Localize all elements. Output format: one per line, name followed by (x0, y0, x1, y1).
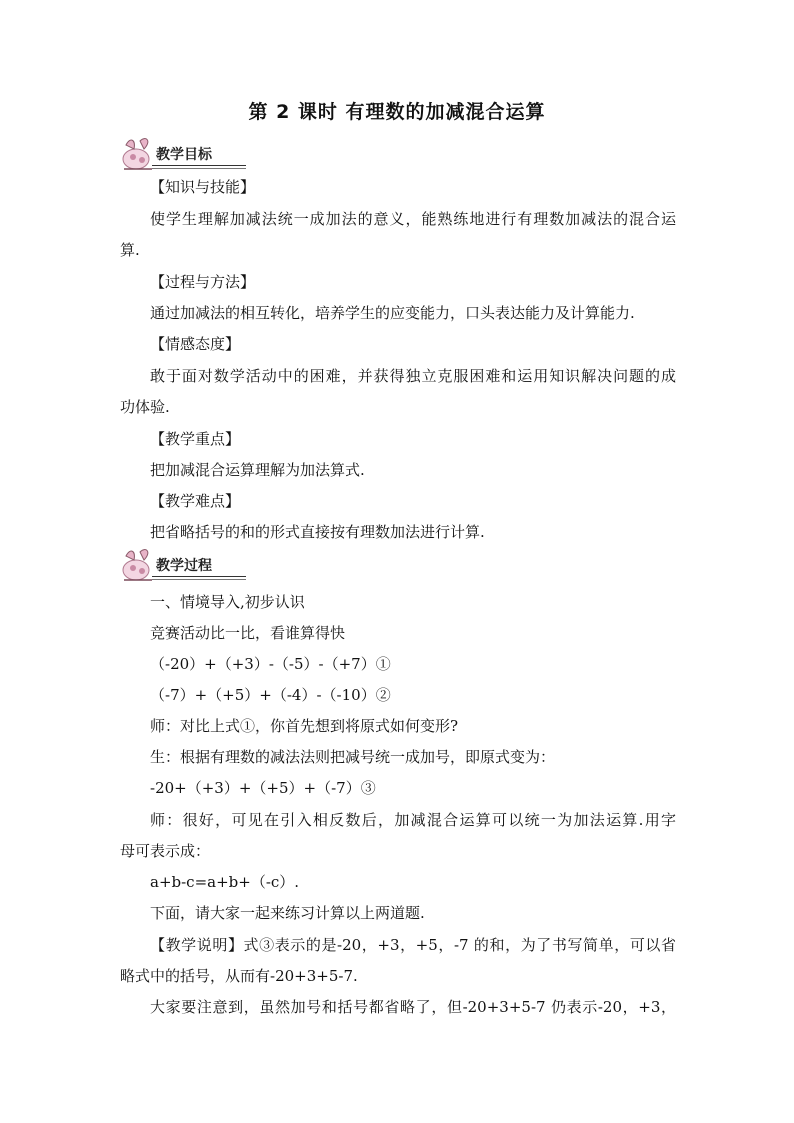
equation-line: （-7）+（+5）+（-4）-（-10）② (150, 686, 391, 704)
banner-underline (152, 576, 246, 577)
equation-line: a+b-c=a+b+（-c）. (150, 873, 300, 891)
paragraph-line: 敢于面对数学活动中的困难，并获得独立克服困难和运用知识解决问题的成 (150, 367, 676, 385)
decorative-flower-icon (118, 546, 156, 584)
subheading-difficulty: 【教学难点】 (150, 492, 241, 510)
paragraph-line: 功体验. (120, 398, 170, 416)
paragraph-line: 生：根据有理数的减法法则把减号统一成加号，即原式变为： (150, 748, 556, 766)
subheading-attitude: 【情感态度】 (150, 335, 241, 353)
paragraph-line: 略式中的括号，从而有-20+3+5-7. (120, 967, 358, 985)
equation-line: -20+（+3）+（+5）+（-7）③ (150, 779, 376, 797)
paragraph-line: 师：很好，可见在引入相反数后，加减混合运算可以统一为加法运算.用字 (150, 811, 676, 829)
page-title: 第 2 课时 有理数的加减混合运算 (248, 101, 546, 123)
paragraph-line: 把省略括号的和的形式直接按有理数加法进行计算. (150, 523, 485, 541)
subheading-process: 【过程与方法】 (150, 273, 256, 291)
subheading-knowledge: 【知识与技能】 (150, 178, 256, 196)
section-banner-objectives (118, 135, 248, 175)
equation-line: （-20）+（+3）-（-5）-（+7）① (150, 655, 391, 673)
paragraph-line: 通过加减法的相互转化，培养学生的应变能力，口头表达能力及计算能力. (150, 304, 635, 322)
banner-underline (152, 579, 246, 580)
paragraph-line: 母可表示成： (120, 842, 211, 860)
paragraph-line: 算. (120, 241, 140, 259)
decorative-flower-icon (118, 135, 156, 173)
paragraph-line: 【教学说明】式③表示的是-20，+3，+5，-7 的和，为了书写简单，可以省 (150, 936, 676, 954)
paragraph-line: 下面，请大家一起来练习计算以上两道题. (150, 904, 425, 922)
paragraph-line: 大家要注意到，虽然加号和括号都省略了，但-20+3+5-7 仍表示-20，+3， (150, 998, 676, 1016)
paragraph-line: 把加减混合运算理解为加法算式. (150, 461, 365, 479)
banner-underline (152, 168, 246, 169)
banner-underline (152, 165, 246, 166)
section-banner-process (118, 546, 248, 586)
subheading-key-point: 【教学重点】 (150, 430, 241, 448)
banner-label: 教学目标 (156, 147, 212, 163)
banner-label: 教学过程 (156, 558, 212, 574)
paragraph-line: 竞赛活动比一比，看谁算得快 (150, 624, 346, 642)
section-heading: 一、情境导入,初步认识 (150, 593, 305, 611)
paragraph-line: 使学生理解加减法统一成加法的意义，能熟练地进行有理数加减法的混合运 (150, 210, 676, 228)
paragraph-line: 师：对比上式①，你首先想到将原式如何变形? (150, 717, 459, 735)
